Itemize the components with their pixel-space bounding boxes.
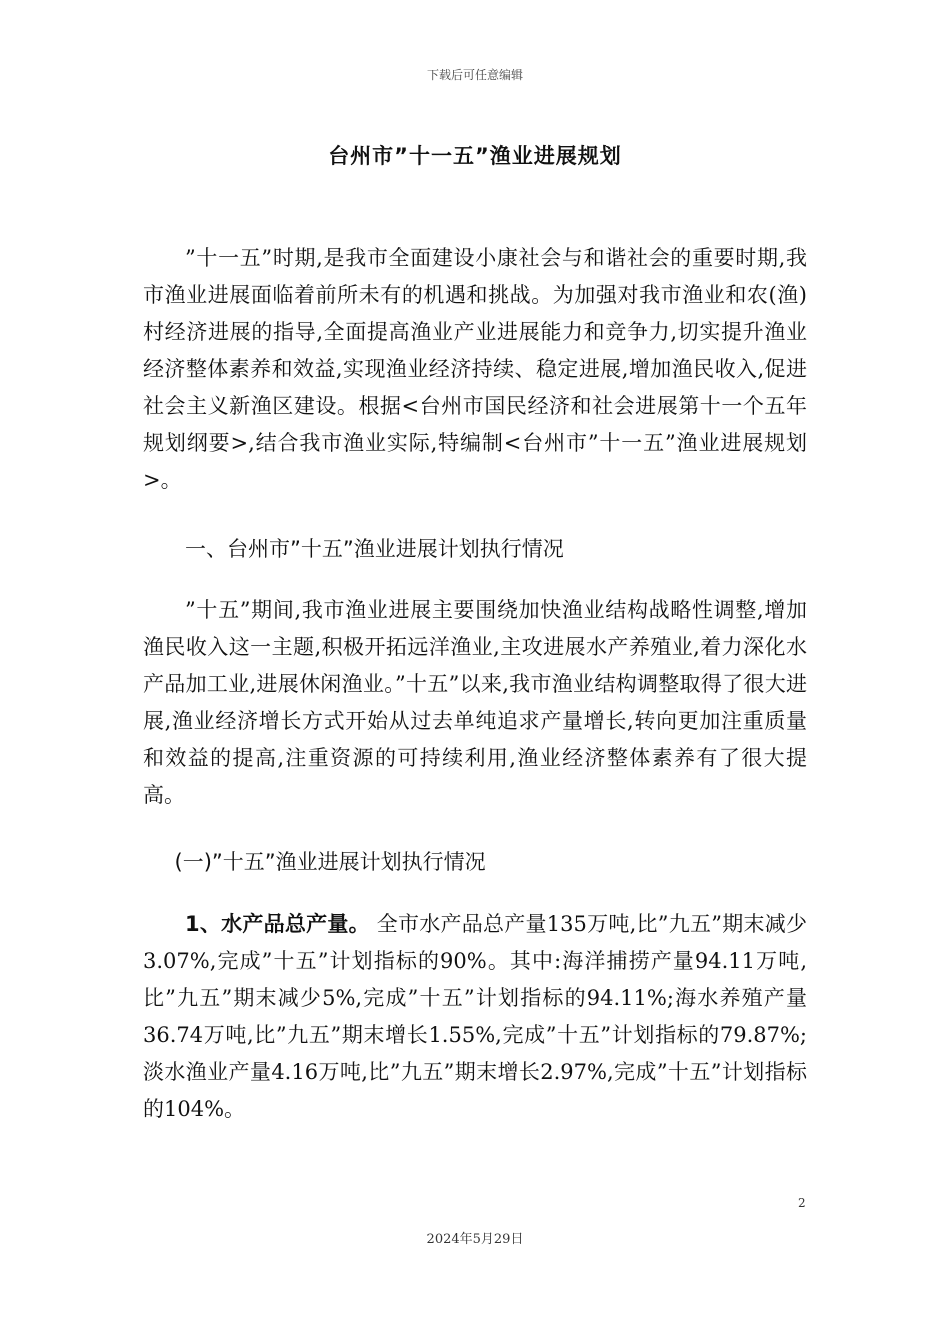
item-1-paragraph [143, 906, 807, 1128]
subsection-1-heading: (一)”十五”渔业进展计划执行情况 [174, 850, 486, 874]
intro-paragraph: ”十一五”时期,是我市全面建设小康社会与和谐社会的重要时期,我市渔业进展面临着前所未有的机遇和挑战。为加强对我市渔业和农(渔)村经济进展的指导,全面提高渔业产业进展能力和竞争力,切实提升渔业经济整体素养和效益,实现渔业经济持续、稳定进展,增加渔民收入,促进社会主义新渔区建设。根据<台州市国民经济和社会进展第十一个五年规划纲要>,结合我市渔业实际,特编制<台州市”十一五”渔业进展规划>。 [143, 246, 807, 492]
header-note: 下载后可任意编辑 [426, 68, 523, 82]
document-title: 台州市”十一五”渔业进展规划 [328, 144, 622, 168]
section-1-heading: 一、台州市”十五”渔业进展计划执行情况 [185, 537, 564, 561]
item-1-lead: 1、水产品总产量。 [185, 912, 370, 936]
section-1-paragraph: ”十五”期间,我市渔业进展主要围绕加快渔业结构战略性调整,增加渔民收入这一主题,积极开拓远洋渔业,主攻进展水产养殖业,着力深化水产品加工业,进展休闲渔业。”十五”以来,我市渔业结构调整取得了很大进展,渔业经济增长方式开始从过去单纯追求产量增长,转向更加注重质量和效益的提高,注重资源的可持续利用,渔业经济整体素养有了很大提高。 [143, 598, 807, 807]
page-number: 2 [798, 1196, 806, 1210]
footer-date: 2024年5月29日 [426, 1232, 524, 1247]
item-1-body: 全市水产品总产量135万吨,比”九五”期末减少3.07%,完成”十五”计划指标的90%。其中:海洋捕捞产量94.11万吨,比”九五”期末减少5%,完成”十五”计划指标的94.11%;海水养殖产量36.74万吨,比”九五”期末增长1.55%,完成”十五”计划指标的79.87%;淡水渔业产量4.16万吨,比”九五”期末增长2.97%,完成”十五”计划指标的104%。 [143, 912, 807, 1121]
